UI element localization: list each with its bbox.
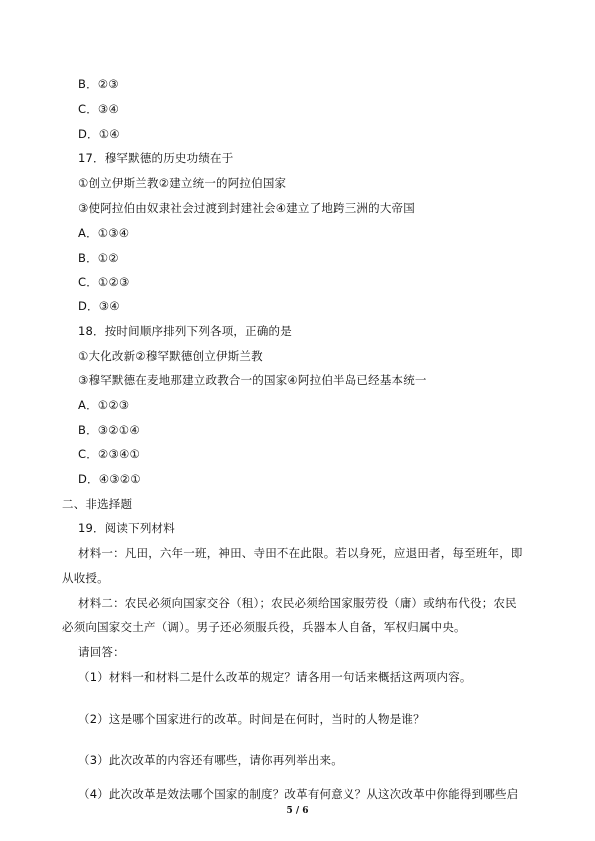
q18-option-d: D．④③②①: [78, 472, 141, 486]
sub-question-3: （3）此次改革的内容还有哪些，请你再列举出来。: [78, 753, 343, 767]
q16-option-c: C．③④: [78, 102, 119, 116]
sub-question-1: （1）材料一和材料二是什么改革的规定？请各用一句话来概括这两项内容。: [78, 670, 472, 684]
q19-stem: 19．阅读下列材料: [78, 521, 175, 535]
material2-line2: 必须向国家交土产（调）。男子还必须服兵役，兵器本人自备，军权归属中央。: [62, 620, 466, 634]
q17-option-b: B．①②: [78, 251, 119, 265]
q18-option-a: A．①②③: [78, 398, 130, 412]
q16-option-b: B．②③: [78, 77, 119, 91]
q16-option-d: D．①④: [78, 127, 120, 141]
q17-items-line1: ①创立伊斯兰教②建立统一的阿拉伯国家: [78, 176, 287, 190]
page-number: 5 / 6: [286, 806, 309, 816]
material1-line1: 材料一：凡田，六年一班，神田、寺田不在此限。若以身死，应退田者，每至班年，即: [78, 546, 523, 560]
q18-stem: 18．按时间顺序排列下列各项，正确的是: [78, 324, 292, 338]
material1-line2: 从收授。: [62, 571, 109, 585]
q18-option-c: C．②③④①: [78, 447, 140, 461]
sub-question-2: （2）这是哪个国家进行的改革。时间是在何时，当时的人物是谁？: [78, 712, 425, 726]
q17-option-d: D．③④: [78, 299, 120, 313]
q18-option-b: B．③②①④: [78, 423, 140, 437]
q17-items-line2: ③使阿拉伯由奴隶社会过渡到封建社会④建立了地跨三洲的大帝国: [78, 201, 415, 215]
q17-option-a: A．①③④: [78, 226, 130, 240]
sub-question-4: （4）此次改革是效法哪个国家的制度？改革有何意义？从这次改革中你能得到哪些启: [78, 787, 519, 801]
q18-items-line2: ③穆罕默德在麦地那建立政教合一的国家④阿拉伯半岛已经基本统一: [78, 373, 427, 387]
q18-items-line1: ①大化改新②穆罕默德创立伊斯兰教: [78, 349, 263, 363]
answer-prompt: 请回答：: [78, 645, 125, 659]
section-heading: 二、非选择题: [62, 497, 133, 511]
q17-option-c: C．①②③: [78, 275, 130, 289]
material2-line1: 材料二：农民必须向国家交谷（租）；农民必须给国家服劳役（庸）或纳布代役；农民: [78, 596, 517, 610]
q17-stem: 17．穆罕默德的历史功绩在于: [78, 151, 234, 165]
